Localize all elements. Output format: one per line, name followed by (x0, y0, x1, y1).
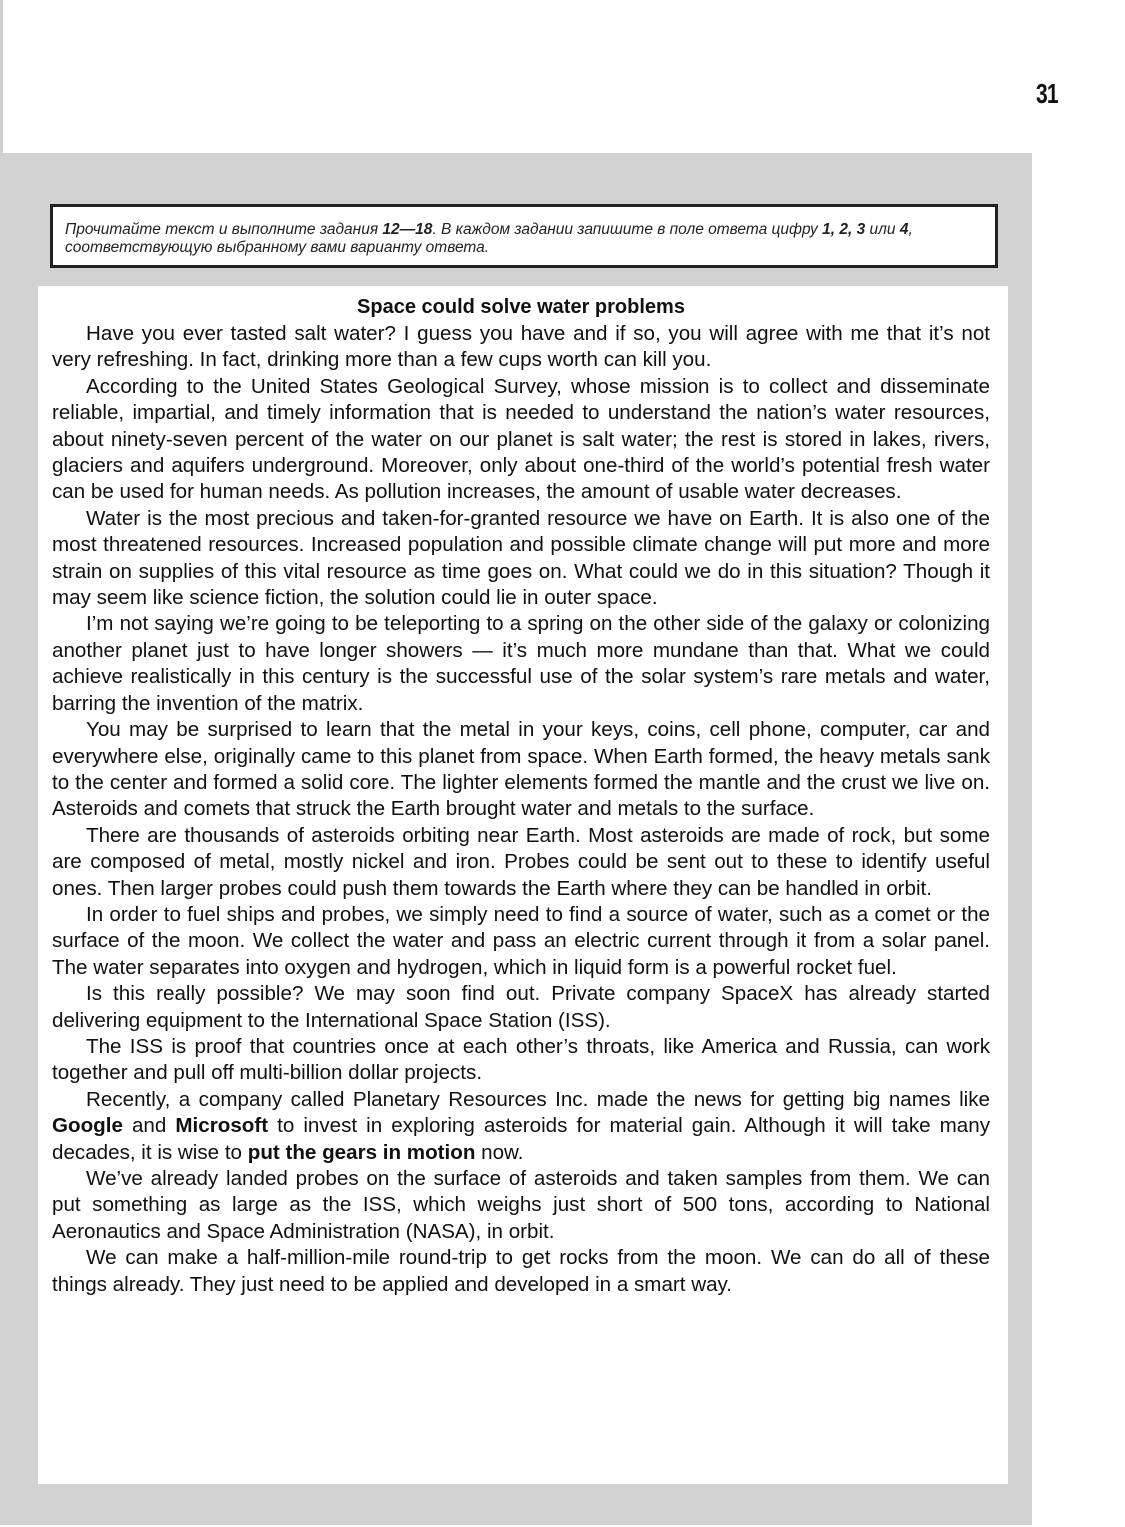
paragraph-1: Have you ever tasted salt water? I guess you have and if so, you will agree with me that it’s not very refreshing. In fact, drinking more than a few cups worth can kill you. (52, 322, 990, 372)
instruction-task-range: 12—18 (382, 221, 433, 238)
instruction-text-4: , соответствующую выбранному вами варианту ответа. (65, 221, 913, 256)
p10-text-3: to invest in exploring asteroids for material gain. Although it will take many decades, it is wise to (52, 1114, 990, 1164)
page-edge (0, 0, 3, 160)
p10-text-4: now. (475, 1140, 524, 1164)
paragraph-2: According to the United States Geological Survey, whose mission is to collect and disseminate reliable, impartial, and timely information that is needed to understand the nation’s water resources, about ninety-seven percent of the water on our planet is salt water; the rest is stored in lakes, rivers, glaciers and aquifers underground. Moreover, only about one-third of the world’s potential fresh water can be used for human needs. As pollution increases, the amount of usable water decreases. (52, 374, 990, 504)
p10-gears-phrase: put the gears in motion (247, 1140, 476, 1164)
p10-text-2: and (122, 1114, 176, 1138)
article (38, 286, 1008, 1484)
instruction-box (50, 204, 998, 268)
instruction-last-digit: 4 (899, 221, 909, 238)
page-number: 31 (1036, 78, 1058, 109)
p10-google: Google (52, 1114, 123, 1138)
instruction-text-2: . В каждом задании запишите в поле ответа цифру (432, 221, 823, 238)
article-title: Space could solve water problems (357, 296, 685, 318)
instruction-text-1: Прочитайте текст и выполните задания (65, 221, 383, 238)
p10-microsoft: Microsoft (175, 1114, 269, 1138)
paragraph-8: Is this really possible? We may soon find out. Private company SpaceX has already started delivering equipment to the International Space Station (ISS). (52, 982, 990, 1032)
paragraph-12: We can make a half-million-mile round-trip to get rocks from the moon. We can do all of these things already. They just need to be applied and developed in a smart way. (52, 1246, 990, 1296)
paragraph-3: Water is the most precious and taken-for-granted resource we have on Earth. It is also one of the most threatened resources. Increased population and possible climate change will put more and more strain on supplies of this vital resource as time goes on. What could we do in this situation? Though it may seem like science fiction, the solution could lie in outer space. (52, 506, 990, 610)
paragraph-4: I’m not saying we’re going to be teleporting to a spring on the other side of the galaxy or colonizing another planet just to have longer showers — it’s much more mundane than that. What we could achieve realistically in this century is the successful use of the solar system’s rare metals and water, barring the invention of the matrix. (52, 612, 990, 715)
paragraph-7: In order to fuel ships and probes, we simply need to find a source of water, such as a comet or the surface of the moon. We collect the water and pass an electric current through it from a solar panel. The water separates into oxygen and hydrogen, which in liquid form is a powerful rocket fuel. (52, 902, 990, 979)
paragraph-9: The ISS is proof that countries once at each other’s throats, like America and Russia, can work together and pull off multi-billion dollar projects. (52, 1034, 990, 1085)
instruction-digits: 1, 2, 3 (822, 221, 866, 238)
paragraph-11: We’ve already landed probes on the surface of asteroids and taken samples from them. We can put something as large as the ISS, which weighs just short of 500 tons, according to National Aeronautics and Space Administration (NASA), in orbit. (52, 1167, 990, 1243)
paragraph-10 (52, 1087, 990, 1166)
paragraph-6: There are thousands of asteroids orbiting near Earth. Most asteroids are made of rock, but some are composed of metal, mostly nickel and iron. Probes could be sent out to these to identify useful ones. Then larger probes could push them towards the Earth where they can be handled in orbit. (52, 823, 990, 900)
instruction-text-3: или (865, 221, 900, 238)
p10-text-1: Recently, a company called Planetary Resources Inc. made the news for getting big names like (86, 1087, 990, 1111)
paragraph-5: You may be surprised to learn that the metal in your keys, coins, cell phone, computer, car and everywhere else, originally came to this planet from space. When Earth formed, the heavy metals sank to the center and formed a solid core. The lighter elements formed the mantle and the crust we live on. Asteroids and comets that struck the Earth brought water and metals to the surface. (52, 718, 990, 821)
